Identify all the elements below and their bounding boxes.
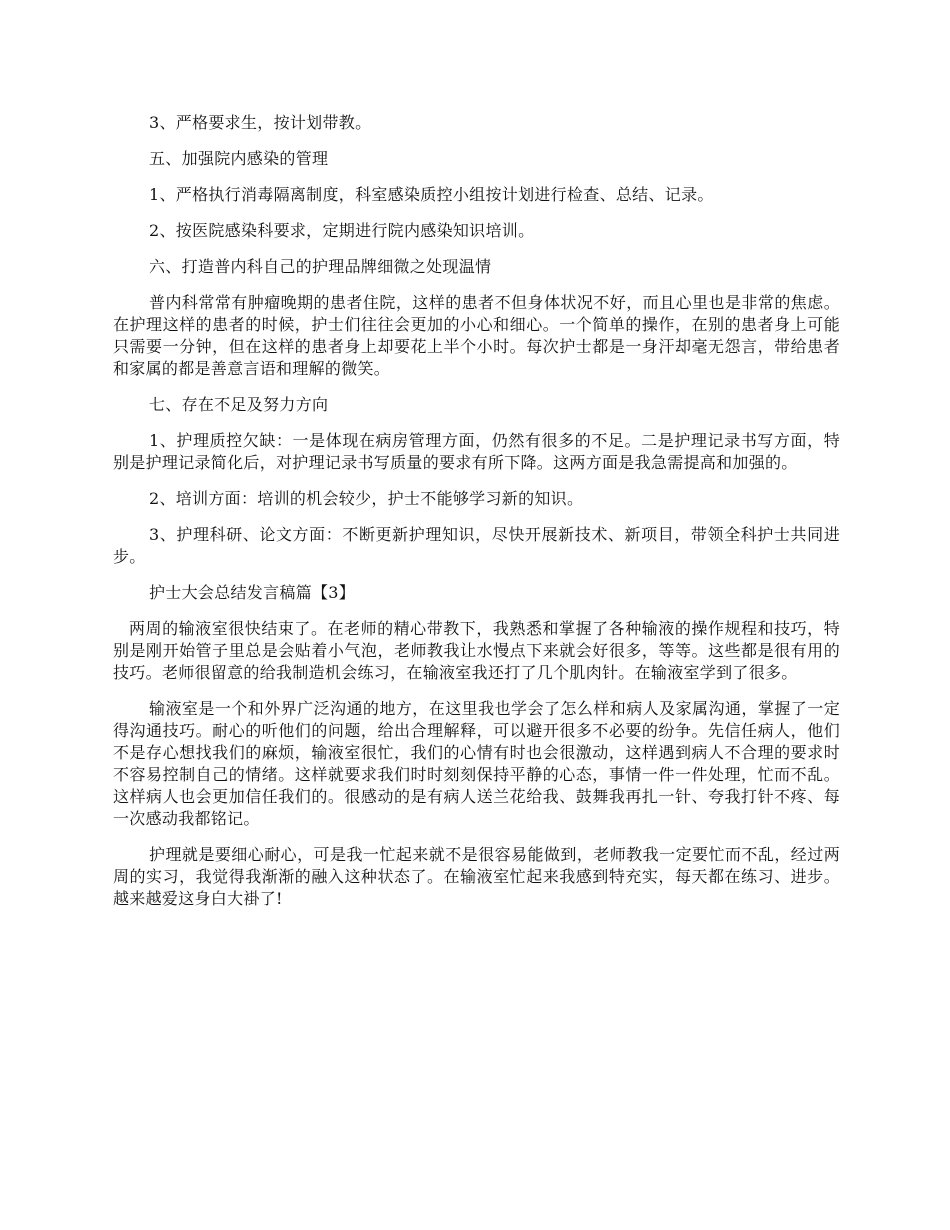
item-infection-training: 2、按医院感染科要求，定期进行院内感染知识培训。 (149, 221, 535, 240)
article-title-part-3: 护士大会总结发言稿篇【3】 (149, 583, 356, 602)
section-heading-infection-control: 五、加强院内感染的管理 (149, 149, 329, 168)
paragraph-tumor-patients: 普内科常常有肿瘤晚期的患者住院，这样的患者不但身体状况不好，而且心里也是非常的焦虑。在护理这样的患者的时候，护士们往往会更加的小心和细心。一个简单的操作，在别的患者身上可能只需要一分钟，但在这样的患者身上却要花上半个小时。每次护士都是一身汗却毫无怨言，带给患者和家属的都是善意言语和理解的微笑。 (113, 293, 840, 378)
item-training: 2、培训方面：培训的机会较少，护士不能够学习新的知识。 (149, 489, 584, 508)
paragraph-patience: 护理就是要细心耐心，可是我一忙起来就不是很容易能做到，老师教我一定要忙而不乱，经过两周的实习，我觉得我渐渐的融入这种状态了。在输液室忙起来我感到特充实，每天都在练习、进步。越来越爱这身白大褂了! (113, 845, 840, 908)
paragraph-communication: 输液室是一个和外界广泛沟通的地方，在这里我也学会了怎么样和病人及家属沟通，掌握了一定得沟通技巧。耐心的听他们的问题，给出合理解释，可以避开很多不必要的纷争。先信任病人，他们不是存心想找我们的麻烦，输液室很忙，我们的心情有时也会很激动，这样遇到病人不合理的要求时不容易控制自己的情绪。这样就要求我们时时刻刻保持平静的心态，事情一件一件处理，忙而不乱。这样病人也会更加信任我们的。很感动的是有病人送兰花给我、鼓舞我再扎一针、夸我打针不疼、每一次感动我都铭记。 (113, 699, 840, 828)
section-heading-shortcomings: 七、存在不足及努力方向 (149, 395, 329, 414)
paragraph-infusion-room-intro: 两周的输液室很快结束了。在老师的精心带教下，我熟悉和掌握了各种输液的操作规程和技巧，特别是刚开始管子里总是会贴着小气泡，老师教我让水慢点下来就会好很多，等等。这些都是很有用的技巧。老师很留意的给我制造机会练习，在输液室我还打了几个肌肉针。在输液室学到了很多。 (113, 619, 840, 682)
item-research-papers: 3、护理科研、论文方面：不断更新护理知识，尽快开展新技术、新项目，带领全科护士共同进步。 (113, 525, 840, 566)
item-quality-control: 1、护理质控欠缺：一是体现在病房管理方面，仍然有很多的不足。二是护理记录书写方面，特别是护理记录简化后，对护理记录书写质量的要求有所下降。这两方面是我急需提高和加强的。 (113, 431, 840, 472)
item-disinfection-isolation: 1、严格执行消毒隔离制度，科室感染质控小组按计划进行检查、总结、记录。 (149, 185, 714, 204)
item-teaching-plan: 3、严格要求生，按计划带教。 (149, 113, 372, 132)
section-heading-nursing-brand: 六、打造普内科自己的护理品牌细微之处现温情 (149, 257, 492, 276)
